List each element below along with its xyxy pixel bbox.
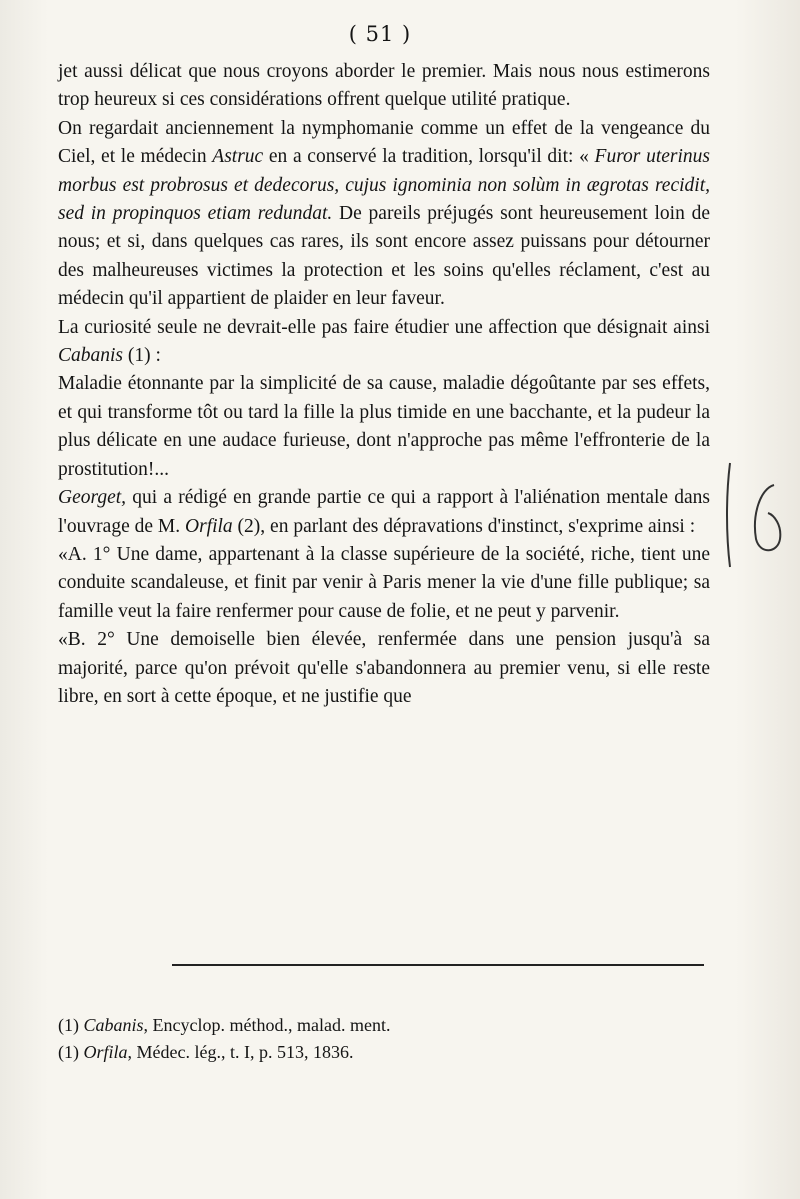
paragraph: Maladie étonnante par la simplicité de sa cause, maladie dégoûtante par ses effets, et qui transforme tôt ou tard la fille la plus timide en une bacchante, et la pudeur la plus délicate en une audace furieuse, dont n'approche pas même l'effronterie de la prostitution!... (58, 373, 710, 480)
footnote-rule (172, 964, 704, 966)
footnote: (1) Cabanis, Encyclop. méthod., malad. ment. (58, 1015, 391, 1035)
handwritten-bracket-mark (722, 455, 792, 575)
paragraph: La curiosité seule ne devrait-elle pas faire étudier une affection que désignait ainsi Cabanis (1) : (58, 316, 710, 367)
footnotes (58, 1012, 618, 1066)
paragraph: On regardait anciennement la nymphomanie comme un effet de la vengeance du Ciel, et le médecin Astruc en a conservé la tradition, lorsqu'il dit: « Furor uterinus morbus est probrosus et dedecorus, cujus ignominia non solùm in ægrotas recidit, sed in propinquos etiam redundat. De pareils préjugés sont heureusement loin de nous; et si, dans quelques cas rares, ils sont encore assez puissans pour détourner des malheureuses victimes la protection et les soins qu'elles réclament, c'est au médecin qu'il appartient de plaider en leur faveur. (58, 117, 710, 310)
body-text (58, 58, 710, 711)
page-number: ( 51 ) (348, 22, 412, 46)
paragraph: «B. 2° Une demoiselle bien élevée, renfermée dans une pension jusqu'à sa majorité, parce qu'on prévoit qu'elle s'abandonnera au premier venu, si elle reste libre, en sort à cette époque, et ne justifie que (58, 629, 710, 707)
paragraph: «A. 1° Une dame, appartenant à la classe supérieure de la société, riche, tient une conduite scandaleuse, et finit par venir à Paris mener la vie d'une fille publique; sa famille veut la faire renfermer pour cause de folie, et ne peut y parvenir. (58, 543, 710, 622)
paragraph: jet aussi délicat que nous croyons aborder le premier. Mais nous nous estimerons trop heureux si ces considérations offrent quelque utilité pratique. (58, 61, 710, 111)
paragraph: Georget, qui a rédigé en grande partie ce qui a rapport à l'aliénation mentale dans l'ouvrage de M. Orfila (2), en parlant des dépravations d'instinct, s'exprime ainsi : (58, 487, 710, 537)
footnote: (1) Orfila, Médec. lég., t. I, p. 513, 1836. (58, 1042, 354, 1062)
